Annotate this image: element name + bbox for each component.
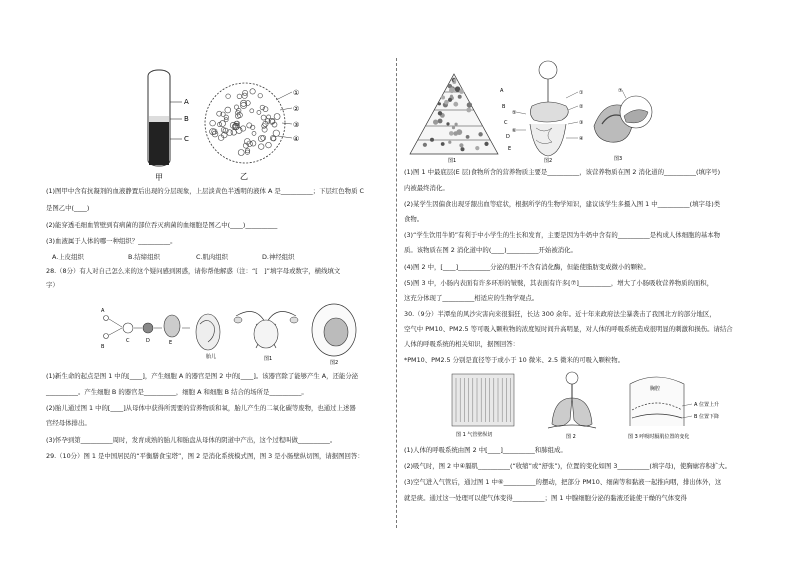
food-item	[448, 141, 451, 144]
food-item	[438, 119, 443, 124]
food-item	[459, 89, 464, 94]
food-item	[449, 131, 454, 136]
food-item	[438, 102, 441, 105]
question-30-line: 30.（9分）半潭垒的风沙灾害向来很猖狂，长达 300 余年。近十年来政府法尘暴袭击了我国北方的部分地区，	[404, 310, 716, 318]
pyramid-label-b: B	[502, 104, 506, 110]
blood-smear-figure	[200, 78, 310, 182]
pyramid-label-c: C	[504, 120, 508, 126]
embryo-label-b: B	[101, 344, 105, 350]
right-column	[398, 0, 794, 562]
question-line: (2)能穿透毛细血管壁到有病菌的部位吞灭病菌的血细胞是图乙中(____)__________	[46, 221, 278, 229]
question-30-line: 人体的呼吸系统的相关知识，据图回答：	[404, 340, 520, 348]
red-cell-layer	[149, 122, 169, 165]
question-29-line: (3)“学生饮用牛奶”有利于中小学生的生长和发育，主要是因为牛奶中含有的__________是构成人体细胞的基本物	[404, 231, 721, 239]
option-c: C.肌肉组织	[196, 253, 229, 261]
food-pyramid-figure	[404, 70, 516, 164]
organ-label-6: ⑥	[512, 128, 517, 134]
question-28-title: 28.（8分）有人对自己怎么来的这个疑问感到困惑，请你帮他解惑（注：“[ ]”填字母或数字，横线填文	[46, 267, 341, 275]
question-28-line: 官经母体排出。	[46, 419, 91, 427]
smear-caption: 乙	[240, 172, 248, 181]
food-item	[433, 120, 438, 125]
food-item	[441, 142, 445, 146]
embryo-label-e: E	[169, 340, 173, 346]
option-b: B.结缔组织	[128, 253, 160, 261]
tube-caption: 甲	[155, 173, 163, 182]
question-28-line: (3)怀孕到第__________周时，发育成熟的胎儿和胎盘从母体的阴道中产出，这个过程叫做__________。	[46, 436, 337, 444]
blood-tube-figure	[130, 64, 210, 184]
food-item	[458, 95, 462, 99]
embryo-label-d: D	[146, 338, 150, 344]
respiratory-system-figure	[536, 368, 610, 440]
pyramid-label-e: E	[508, 146, 512, 152]
organ-label-2: ②	[579, 104, 584, 110]
question-30-line: *PM10、PM2.5 分别是直径等于或小于 10 微米、2.5 微米的可吸入颗粒物。	[404, 356, 625, 364]
food-item	[423, 143, 427, 147]
column-divider	[396, 58, 397, 528]
question-29-line: (2)某学生因偏食出现牙龈出血等症状，根据所学的生物学知识，建议该学生多摄入图 1 中__________(填字母)类	[404, 200, 721, 208]
question-28-line: (2)胎儿通过图 1 中的[____]从母体中获得所需要的营养物质和氧，胎儿产生的二氧化碳等废物，也通过上述器	[46, 404, 356, 412]
chest-label: 胸腔	[650, 386, 661, 392]
food-item	[438, 111, 442, 115]
food-item	[444, 100, 449, 105]
food-item	[453, 79, 456, 82]
food-item	[453, 102, 458, 107]
question-line: 是图乙中(____)	[46, 204, 90, 212]
question-line: (3)血液属于人体的哪一种组织？__________。	[46, 237, 177, 245]
food-item	[467, 102, 472, 107]
intestine-label-7: ⑦	[618, 88, 623, 94]
question-28-line: __________。产生细胞 B 的器官是__________，细胞 A 和细胞 B 结合的场所是__________。	[46, 388, 308, 396]
embryo-label-c: C	[126, 338, 130, 344]
smear-label-3: ③	[293, 121, 300, 129]
food-figure-1-caption: 图1	[448, 158, 457, 164]
question-30-line: (2)吸气时，图 2 中④膈肌__________(“收缩”或“舒张”)，位置的变化如图 3__________(填字母)，使胸廓容积扩大。	[404, 462, 732, 470]
question-29-line: 内被最终消化。	[404, 184, 449, 192]
resp-figure-2-caption: 图 2	[566, 434, 576, 440]
organ-label-3: ③	[579, 120, 584, 126]
food-item	[446, 122, 449, 125]
tube-label-a: A	[184, 98, 189, 106]
food-item	[478, 132, 482, 136]
digestive-system-figure	[512, 58, 590, 164]
question-29-line: 质。该物质在图 2 消化道中的(____)__________开始被消化。	[404, 246, 577, 254]
question-30-line: (3)空气进入气管后，通过图 1 中⑥__________的摆动，把部分 PM10、细菌等和黏液一起推向咽，排出体外，这	[404, 478, 722, 486]
question-29-line: 这充分体现了__________相适应的生物学观点。	[404, 294, 539, 302]
fetus-label: 胎儿	[206, 354, 217, 360]
position-b-label: B 位置下降	[694, 414, 720, 420]
trachea-wall-figure	[448, 370, 522, 440]
food-item	[449, 87, 455, 93]
question-28-title-cont: 字）	[46, 281, 59, 289]
food-item	[430, 138, 434, 142]
small-intestine-figure	[588, 86, 668, 164]
food-item	[461, 147, 465, 151]
pyramid-label-d: D	[506, 134, 510, 140]
smear-label-1: ①	[293, 89, 300, 97]
question-30-line: 空气中 PM10、PM2.5 等可吸入颗粒物的浓度短时间升高明显，对人体的呼吸系统造成很明显的刺激和损伤。请结合	[404, 325, 733, 333]
question-30-line: 就是痰。通过这一处理可以使气体变得__________；图 1 中腺细胞分泌的黏液还能使干燥的气体变得	[404, 494, 687, 502]
question-29-line: (5)图 3 中，小肠内表面有许多环形的皱襞，其表面有许多[⑦]__________，增大了小肠吸收营养物质的面积，	[404, 279, 714, 287]
organ-label-5: ⑤	[512, 110, 517, 116]
organ-label-1: ①	[579, 90, 584, 96]
food-figure-3-caption: 图3	[614, 156, 623, 162]
figure-1-caption: 图1	[264, 356, 273, 362]
diaphragm-figure	[624, 370, 754, 442]
question-30-line: (1)人体的呼吸系统由图 2 中[____]__________和肺组成。	[404, 446, 567, 454]
embryo-label-a: A	[101, 308, 105, 314]
position-a-label: A 位置上升	[694, 402, 720, 408]
embryo-development-figure	[96, 298, 366, 366]
food-item	[448, 98, 452, 102]
tube-label-b: B	[184, 115, 189, 123]
tube-label-c: C	[184, 135, 189, 143]
food-item	[459, 143, 463, 147]
question-29-title: 29.（10分）图 1 是中国居民的“平衡膳食宝塔”，图 2 是消化系统模式图，图 3 是小肠壁纵切图，请据图回答：	[46, 452, 364, 460]
food-item	[484, 142, 488, 146]
smear-label-4: ④	[293, 135, 300, 143]
figure-2-caption: 图2	[330, 360, 339, 366]
option-d: D.神经组织	[262, 253, 295, 261]
question-line: (1)图甲中含有抗凝剂的血液静置后出现的分层现象，上层淡黄色半透明的液体 A 是__________；下层红色物质 C	[46, 187, 364, 195]
resp-figure-1-caption: 图 1 气管壁纵切	[456, 432, 493, 438]
food-figure-2-caption: 图2	[544, 158, 553, 164]
food-item	[441, 96, 445, 100]
food-item	[455, 123, 458, 126]
food-item	[466, 108, 471, 113]
option-a: A.上皮组织	[52, 253, 84, 261]
food-item	[452, 126, 455, 129]
food-item	[475, 146, 479, 150]
organ-label-4: ④	[579, 136, 584, 142]
pyramid-label-a: A	[500, 88, 504, 94]
question-28-line: (1)新生命的起点是图 1 中的[____]，产生细胞 A 的器官是图 2 中的[____]。该器官除了能够产生 A，还能分泌	[46, 372, 359, 380]
left-column	[0, 0, 396, 562]
question-29-line: 食物。	[404, 215, 424, 223]
resp-figure-3-caption: 图 3 呼吸时膈肌位置的变化	[628, 434, 690, 440]
smear-label-2: ②	[293, 105, 300, 113]
question-29-line: (1)图 1 中最底层(E 层)食物所含的营养物质主要是__________，该营养物质在图 2 消化道的__________(填序号)	[404, 168, 721, 176]
food-item	[453, 131, 458, 136]
food-item	[466, 135, 470, 139]
food-item	[450, 95, 453, 98]
question-29-line: (4)图 2 中，[____]__________分泌的胆汁不含有消化酶，但能使脂肪变成微小的颗粒。	[404, 263, 650, 271]
